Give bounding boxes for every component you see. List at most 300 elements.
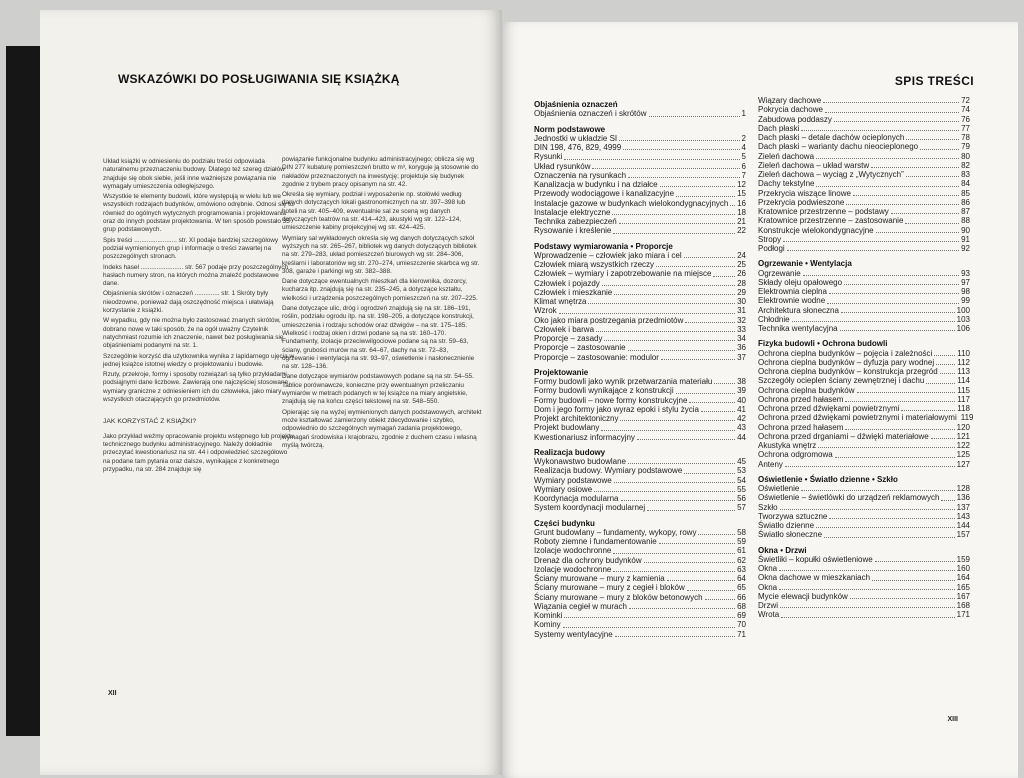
toc-entry-title: Proporcje – zasady: [534, 334, 603, 343]
toc-entry: [534, 583, 746, 592]
toc-entry: [534, 537, 746, 546]
toc-entry: [758, 324, 970, 333]
toc-entry-title: Przekrycia podwieszone: [758, 197, 845, 207]
toc-entry-page: 37: [737, 352, 746, 362]
toc-entry: [758, 358, 970, 367]
toc-entry-page: 103: [956, 314, 970, 324]
toc-entry-page: 90: [961, 225, 970, 235]
toc-entry-page: 122: [956, 441, 970, 450]
toc-entry-page: 76: [961, 114, 970, 124]
toc-entry-title: Dach płaski – warianty dachu nieocieplonego: [758, 142, 919, 152]
toc-entry: [534, 180, 746, 189]
toc-entry-page: 65: [737, 583, 746, 593]
toc-entry-page: 38: [737, 377, 746, 386]
toc-entry-title: Wymiary podstawowe: [534, 475, 612, 485]
toc-entry: [534, 485, 746, 494]
toc-entry-title: Objaśnienia oznaczeń i skrótów: [534, 109, 647, 119]
toc-entry: [758, 296, 970, 305]
toc-leader-dots: [845, 429, 954, 430]
toc-section-heading: Realizacja budowy: [534, 447, 606, 457]
toc-entry: [534, 386, 746, 395]
toc-entry-page: 77: [961, 123, 970, 133]
toc-section-heading: Norm podstawowe: [534, 124, 606, 134]
toc-entry-page: 28: [737, 278, 746, 288]
toc-leader-dots: [620, 420, 735, 421]
toc-entry-page: 16: [737, 198, 746, 208]
toc-entry: [534, 217, 746, 226]
toc-entry: [758, 198, 970, 207]
toc-entry: [534, 316, 746, 325]
toc-entry: [534, 377, 746, 386]
toc-entry-title: Zieleń dachowa – wyciąg z „Wytycznych”: [758, 170, 904, 179]
toc-entry: [758, 441, 970, 450]
toc-leader-dots: [629, 608, 735, 609]
paragraph: Indeks haseł ........................ str. 567 podaje przy poszczególnych hasłach numery stron, na których można znaleźć podstawowe dane.: [103, 263, 289, 288]
toc-leader-dots: [779, 570, 955, 571]
toc-entry: [758, 367, 970, 376]
toc-entry-title: Ochrona przed drganiami – dźwięki materiałowe: [758, 431, 929, 441]
toc-entry-page: 42: [737, 414, 746, 423]
toc-entry: [758, 376, 970, 385]
toc-leader-dots: [803, 275, 959, 276]
toc-entry: [758, 583, 970, 592]
toc-leader-dots: [701, 411, 735, 412]
toc-entry-title: Okna: [758, 582, 778, 592]
toc-leader-dots: [829, 293, 959, 294]
toc-entry: [534, 503, 746, 512]
toc-entry-title: Ochrona cieplna budynków – pojęcia i zależności: [758, 348, 933, 358]
toc-entry-title: Szkło: [758, 502, 778, 512]
right-page: [502, 22, 1018, 778]
toc-entry: [758, 244, 970, 253]
toc-entry-title: Podłogi: [758, 244, 785, 253]
toc-entry-page: 30: [737, 297, 746, 306]
toc-entry: [534, 288, 746, 297]
toc-leader-dots: [876, 232, 959, 233]
toc-entry: [758, 555, 970, 564]
toc-entry-title: Kratownice przestrzenne – podstawy: [758, 207, 889, 216]
toc-entry-page: 87: [961, 207, 970, 216]
toc-leader-dots: [689, 402, 735, 403]
toc-entry-page: 43: [737, 423, 746, 433]
toc-entry-title: Kratownice przestrzenne – zastosowanie: [758, 216, 904, 226]
toc-entry-title: Ochrona przed hałasem: [758, 394, 844, 404]
toc-entry-page: 22: [737, 226, 746, 236]
toc-entry-page: 160: [956, 564, 970, 573]
toc-entry-page: 121: [956, 431, 970, 441]
toc-entry-page: 6: [741, 161, 746, 171]
toc-entry: [534, 423, 746, 432]
toc-leader-dots: [891, 213, 959, 214]
toc-leader-dots: [816, 186, 959, 187]
toc-entry-page: 164: [956, 573, 970, 583]
toc-entry: [534, 109, 746, 118]
toc-entry-title: Dachy tekstylne: [758, 179, 815, 189]
paragraph: Jako przykład weźmy opracowanie projektu wstępnego lub projektu technicznego budynku administracyjnego. Należy dokładnie przeczytać kwestionariusz na str. 44 i odpowiedzieć szczegółowo na podane tam pytania oraz dalsze, wynikające z konkretnego przypadku, na str. 284 znajduje się: [103, 432, 294, 473]
toc-leader-dots: [901, 410, 955, 411]
toc-entry-title: Grunt budowlany – fundamenty, wykopy, rowy: [534, 527, 697, 537]
toc-entry-page: 86: [961, 197, 970, 207]
toc-leader-dots: [818, 447, 954, 448]
paragraph: powiązanie funkcjonalne budynku administracyjnego; oblicza się wg DIN 277 kubaturę pomieszczeń brutto w m³, koryguje ją stosownie do nakładów przeznaczonych na inwestycję; projektuje się budynek zgodnie z trybem pracy opisanym na str. 42.: [282, 156, 479, 188]
toc-entry-title: Projekt budowlany: [534, 423, 600, 433]
toc-entry-title: Kanalizacja w budynku i na działce: [534, 180, 658, 189]
toc-entry-title: Kwestionariusz informacyjny: [534, 432, 635, 442]
toc-entry-title: Jednostki w układzie SI: [534, 133, 618, 143]
toc-entry-page: 32: [737, 315, 746, 325]
toc-leader-dots: [792, 321, 955, 322]
toc-entry-title: Oko jako miara postrzegania przedmiotów: [534, 315, 684, 325]
toc-entry-page: 36: [737, 343, 746, 353]
toc-entry-page: 62: [737, 555, 746, 565]
toc-leader-dots: [787, 250, 959, 251]
toc-entry-page: 80: [961, 151, 970, 161]
toc-leader-dots: [563, 627, 735, 628]
toc-entry: [758, 592, 970, 601]
toc-entry-title: Formy budowli – nowe formy konstrukcyjne: [534, 395, 688, 405]
toc-entry-title: Rysowanie i kreślenie: [534, 226, 612, 236]
toc-entry-page: 165: [956, 582, 970, 592]
toc-entry-title: Ściany murowane – mury z cegieł i bloków: [534, 583, 685, 593]
toc-entry-page: 91: [961, 234, 970, 244]
toc-leader-dots: [829, 518, 954, 519]
toc-entry-title: Stropy: [758, 234, 782, 244]
toc-leader-dots: [730, 205, 735, 206]
toc-entry-page: 53: [737, 466, 746, 476]
toc-entry-title: Wymiary osiowe: [534, 484, 593, 494]
toc-entry-title: Ochrona przed dźwiękami powietrznymi i materiałowymi: [758, 413, 957, 423]
toc-entry: [534, 528, 746, 537]
toc-leader-dots: [649, 116, 740, 117]
toc-entry-page: 98: [961, 287, 970, 296]
toc-entry-title: Zieleń dachowa – układ warstw: [758, 160, 870, 170]
toc-entry: [758, 413, 974, 423]
toc-entry-page: 113: [957, 367, 970, 376]
toc-entry-title: Ochrona cieplna budynków: [758, 385, 855, 395]
toc-entry: [758, 530, 970, 539]
toc-entry-page: 115: [957, 385, 970, 395]
toc-entry: [534, 334, 746, 343]
toc-section-heading: Podstawy wymiarowania • Proporcje: [534, 241, 673, 251]
toc-entry: [534, 199, 746, 208]
toc-leader-dots: [604, 340, 735, 341]
toc-entry: [758, 216, 970, 225]
toc-entry-title: Kominy: [534, 620, 561, 630]
toc-entry: [758, 133, 970, 142]
paragraph: W wypadku, gdy nie można było zastosować znanych skrótów, dobrano nowe w taki sposób, że na ogół uważny Czytelnik natychmiast rozumie ich znaczenie, nawet bez posługiwania się objaśnieniami podanymi na str. 1.: [103, 317, 284, 350]
toc-leader-dots: [926, 383, 955, 384]
toc-leader-dots: [940, 373, 956, 374]
toc-leader-dots: [827, 303, 959, 304]
toc-entry: [758, 386, 970, 395]
toc-entry-page: 15: [737, 189, 746, 199]
toc-entry: [758, 278, 970, 287]
toc-entry: [534, 414, 746, 423]
toc-entry-page: 119: [960, 413, 974, 423]
toc-entry-page: 120: [956, 422, 970, 432]
toc-entry-page: 72: [961, 96, 970, 105]
toc-leader-dots: [857, 392, 956, 393]
toc-entry-title: Człowiek i mieszkanie: [534, 287, 613, 297]
toc-entry: [758, 503, 970, 512]
toc-entry-title: Wiązary dachowe: [758, 96, 822, 105]
toc-column-2: [758, 96, 974, 620]
toc-entry: [758, 432, 970, 441]
toc-leader-dots: [623, 149, 739, 150]
toc-leader-dots: [825, 112, 959, 113]
toc-entry-page: 79: [961, 142, 970, 152]
toc-entry-page: 157: [956, 530, 970, 540]
toc-entry: [534, 457, 746, 466]
toc-entry: [758, 460, 970, 469]
paragraph: Wszystkie te elementy budowli, które występują w wielu lub we wszystkich rodzajach budynków, omówiono odrębnie. Odnosi się to również do ogólnych wytycznych programowania i projektowania oraz do innych podstaw projektowania. W ten sposób powstało 35 grup podstawowych.: [103, 193, 294, 234]
toc-entry-page: 125: [956, 450, 970, 460]
toc-entry-page: 26: [737, 269, 746, 279]
toc-entry-page: 99: [961, 296, 970, 306]
toc-entry-page: 84: [961, 179, 970, 189]
toc-entry: [534, 260, 746, 269]
toc-entry: [758, 96, 970, 105]
toc-entry-page: 5: [741, 152, 746, 162]
toc-entry: [758, 235, 970, 244]
toc-entry-title: Koordynacja modularna: [534, 494, 619, 503]
toc-entry: [758, 404, 970, 413]
toc-entry-page: 88: [961, 216, 970, 226]
toc-leader-dots: [846, 204, 959, 205]
toc-entry: [758, 115, 970, 124]
toc-leader-dots: [628, 177, 739, 178]
toc-leader-dots: [628, 350, 735, 351]
toc-entry-page: 40: [737, 395, 746, 405]
toc-entry-page: 21: [737, 217, 746, 226]
toc-entry: [758, 610, 970, 619]
toc-entry: [534, 620, 746, 629]
toc-entry-page: 110: [957, 348, 970, 358]
toc-entry-page: 61: [737, 546, 746, 556]
toc-entry: [758, 573, 970, 582]
toc-entry: [534, 325, 746, 334]
toc-entry-title: Ściany murowane – mury z bloków betonowych: [534, 592, 703, 602]
toc-entry: [758, 395, 970, 404]
toc-leader-dots: [596, 331, 735, 332]
toc-leader-dots: [613, 571, 735, 572]
toc-entry-title: Układ rysunków: [534, 161, 591, 171]
toc-entry: [758, 105, 970, 114]
toc-leader-dots: [613, 553, 735, 554]
toc-column-1: [534, 100, 746, 639]
toc-entry-page: 7: [741, 170, 746, 180]
toc-entry: [534, 353, 746, 362]
toc-entry: [758, 423, 970, 432]
toc-leader-dots: [780, 509, 955, 510]
toc-section-heading: Oświetlenie • Światło dzienne • Szkło: [758, 474, 898, 484]
toc-entry-title: Elektrownie wodne: [758, 296, 826, 306]
toc-entry: [534, 162, 746, 171]
toc-entry-title: Oznaczenia na rysunkach: [534, 170, 627, 180]
toc-entry-title: Człowiek miarą wszystkich rzeczy: [534, 260, 655, 269]
toc-entry: [534, 556, 746, 565]
toc-entry-title: Światło słoneczne: [758, 530, 823, 540]
toc-leader-dots: [661, 359, 735, 360]
toc-leader-dots: [676, 196, 735, 197]
toc-entry-page: 18: [737, 207, 746, 217]
paragraph: Spis treści ........................ str. XI podaje bardziej szczegółowy podział wymienionych grup i informacje o treści zawartej na poszczególnych stronach.: [103, 236, 279, 261]
toc-leader-dots: [872, 580, 955, 581]
toc-entry-title: Ściany murowane – mury z kamienia: [534, 574, 665, 583]
toc-entry-title: Oświetlenie: [758, 484, 800, 493]
toc-leader-dots: [619, 140, 739, 141]
toc-leader-dots: [656, 266, 735, 267]
toc-entry-page: 106: [956, 324, 970, 333]
toc-entry: [534, 171, 746, 180]
left-page: [40, 10, 502, 775]
toc-entry-title: Proporcje – zastosowanie: [534, 343, 626, 353]
toc-leader-dots: [941, 500, 954, 501]
toc-entry-page: 100: [956, 305, 970, 315]
toc-entry-title: Składy oleju opałowego: [758, 277, 843, 287]
toc-entry-title: Pokrycia dachowe: [758, 105, 823, 115]
toc-entry-page: 1: [741, 109, 746, 119]
left-page-title: WSKAZÓWKI DO POSŁUGIWANIA SIĘ KSIĄŻKĄ: [118, 72, 400, 86]
toc-title: SPIS TREŚCI: [894, 74, 974, 88]
toc-entry: [534, 279, 746, 288]
toc-entry-title: Instalacje elektryczne: [534, 207, 611, 217]
paragraph: Opierając się na wyżej wymienionych danych podstawowych, architekt może kształtować zamierzony obiekt zdecydowanie i szybko, odpowiednio do szczególnych wymagań zadania projektowego, wymagań środowiska i krajobrazu, zgodnie z duchem czasu i własną myślą twórczą.: [282, 408, 482, 449]
toc-entry: [758, 207, 970, 216]
toc-entry: [534, 476, 746, 485]
toc-leader-dots: [801, 130, 959, 131]
toc-leader-dots: [637, 439, 735, 440]
toc-entry-page: 59: [737, 537, 746, 546]
toc-leader-dots: [835, 457, 955, 458]
toc-leader-dots: [850, 598, 955, 599]
toc-entry-title: Przewody wodociągowe i kanalizacyjne: [534, 189, 675, 199]
toc-entry-title: Formy budowli wynikające z konstrukcji: [534, 386, 674, 396]
toc-entry-title: Mycie elewacji budynków: [758, 591, 848, 601]
toc-entry-page: 168: [956, 601, 970, 610]
toc-entry: [534, 226, 746, 235]
toc-entry: [534, 433, 746, 442]
toc-entry-page: 12: [737, 180, 746, 189]
toc-entry-title: Przekrycia wiszące linowe: [758, 188, 851, 198]
toc-entry-title: Dach płaski: [758, 123, 800, 133]
toc-entry-page: 68: [737, 601, 746, 611]
toc-leader-dots: [931, 438, 955, 439]
toc-entry-page: 56: [737, 494, 746, 503]
toc-leader-dots: [816, 527, 955, 528]
toc-entry: [534, 269, 746, 278]
toc-leader-dots: [934, 355, 955, 356]
toc-entry-page: 97: [961, 277, 970, 287]
toc-entry: [534, 466, 746, 475]
toc-leader-dots: [823, 102, 959, 103]
toc-leader-dots: [684, 473, 735, 474]
right-page-number: XIII: [947, 716, 958, 723]
toc-leader-dots: [592, 168, 739, 169]
paragraph: JAK KORZYSTAĆ Z KSIĄŻKI?: [103, 418, 197, 426]
toc-entry-title: Akustyka wnętrz: [758, 441, 817, 450]
toc-entry-page: 137: [956, 502, 970, 512]
paragraph: Wymiary sal wykładowych określa się wg danych dotyczących szkół wyższych na str. 265–267, bibliotek wg danych dotyczących bibliotek na str. 279–283, układ pomieszczeń biurowych wg str. 284–306, kreślarni i laboratoriów wg str. 270–274, umieszczenie skarbca wg str. 308, garaże i parkingi wg str. 382–388.: [282, 234, 480, 275]
toc-entry-title: Formy budowli jako wynik przetwarzania materiału: [534, 377, 713, 386]
toc-entry-title: Światło dzienne: [758, 521, 815, 530]
toc-leader-dots: [779, 589, 955, 590]
toc-entry: [758, 564, 970, 573]
toc-leader-dots: [816, 158, 959, 159]
toc-entry-page: 25: [737, 260, 746, 269]
toc-entry-page: 55: [737, 484, 746, 494]
toc-leader-dots: [780, 607, 955, 608]
toc-entry-page: 44: [737, 432, 746, 442]
toc-entry: [758, 450, 970, 459]
toc-entry-page: 171: [956, 610, 970, 620]
toc-entry-title: Zabudowa poddaszy: [758, 114, 832, 124]
toc-entry-title: Ochrona przed dźwiękami powietrznymi: [758, 404, 900, 413]
toc-leader-dots: [621, 500, 736, 501]
toc-entry-title: Drenaż dla ochrony budynków: [534, 555, 642, 565]
toc-leader-dots: [853, 195, 959, 196]
toc-leader-dots: [801, 490, 954, 491]
toc-entry-page: 74: [961, 105, 970, 115]
toc-entry-title: Klimat wnętrza: [534, 297, 587, 306]
toc-entry: [758, 161, 970, 170]
paragraph: Objaśnienia skrótów i oznaczeń .............. str. 1 Skróty były nieodzowne, ponieważ dają oszczędność miejsca i ułatwiają korzystanie z książki.: [103, 290, 274, 315]
toc-entry-page: 39: [737, 386, 746, 396]
toc-leader-dots: [920, 149, 959, 150]
toc-entry-title: Konstrukcje wielokondygnacyjne: [758, 225, 874, 235]
toc-entry-page: 29: [737, 287, 746, 297]
toc-entry-title: Technika wentylacyjna: [758, 324, 838, 333]
toc-entry-page: 58: [737, 527, 746, 537]
paragraph: Szczególnie korzyść dla użytkownika wynika z lapidarnego ujęcia w jednej książce istotnej wiedzy o projektowaniu i budowie.: [103, 352, 295, 368]
toc-entry-title: Rysunki: [534, 152, 563, 162]
toc-entry-page: 70: [737, 620, 746, 630]
toc-entry-page: 54: [737, 475, 746, 485]
toc-section-heading: Ogrzewanie • Wentylacja: [758, 259, 852, 269]
toc-entry-title: Zieleń dachowa: [758, 151, 815, 161]
toc-entry: [758, 226, 970, 235]
toc-leader-dots: [614, 294, 735, 295]
toc-entry-title: Izolacje wodochronne: [534, 564, 612, 574]
left-page-column-2: [282, 156, 482, 452]
toc-entry-page: 2: [741, 133, 746, 143]
paragraph: Dane dotyczące wymiarów podstawowych podane są na str. 54–55. Tablice porównawcze, konieczne przy ewentualnym przeliczaniu wymiarów w metrach podanych w tej książce na miary angielskie, znajdują się na końcu części tekstowej na str. 548–550.: [282, 373, 474, 406]
toc-entry-page: 71: [737, 629, 746, 639]
toc-entry-title: Ogrzewanie: [758, 268, 801, 278]
toc-entry-title: Okna dachowe w mieszkaniach: [758, 573, 871, 583]
toc-entry-page: 57: [737, 503, 746, 513]
toc-leader-dots: [564, 159, 739, 160]
toc-entry-page: 33: [737, 324, 746, 334]
toc-entry: [534, 306, 746, 315]
toc-entry: [758, 306, 970, 315]
toc-section-heading: Okna • Drzwi: [758, 545, 807, 555]
toc-entry-title: Realizacja budowy. Wymiary podstawowe: [534, 466, 683, 476]
toc-leader-dots: [601, 430, 735, 431]
toc-entry: [534, 611, 746, 620]
toc-leader-dots: [834, 121, 959, 122]
toc-entry-title: Proporcje – zastosowanie: modulor: [534, 352, 659, 362]
toc-entry-page: 82: [961, 160, 970, 170]
toc-leader-dots: [659, 543, 735, 544]
toc-entry: [758, 269, 970, 278]
toc-entry-title: Tworzywa sztuczne: [758, 511, 828, 521]
toc-entry-title: Wykonawstwo budowlane: [534, 457, 626, 466]
toc-entry-page: 118: [957, 404, 970, 413]
toc-leader-dots: [936, 364, 955, 365]
toc-entry: [534, 134, 746, 143]
toc-entry: [534, 593, 746, 602]
